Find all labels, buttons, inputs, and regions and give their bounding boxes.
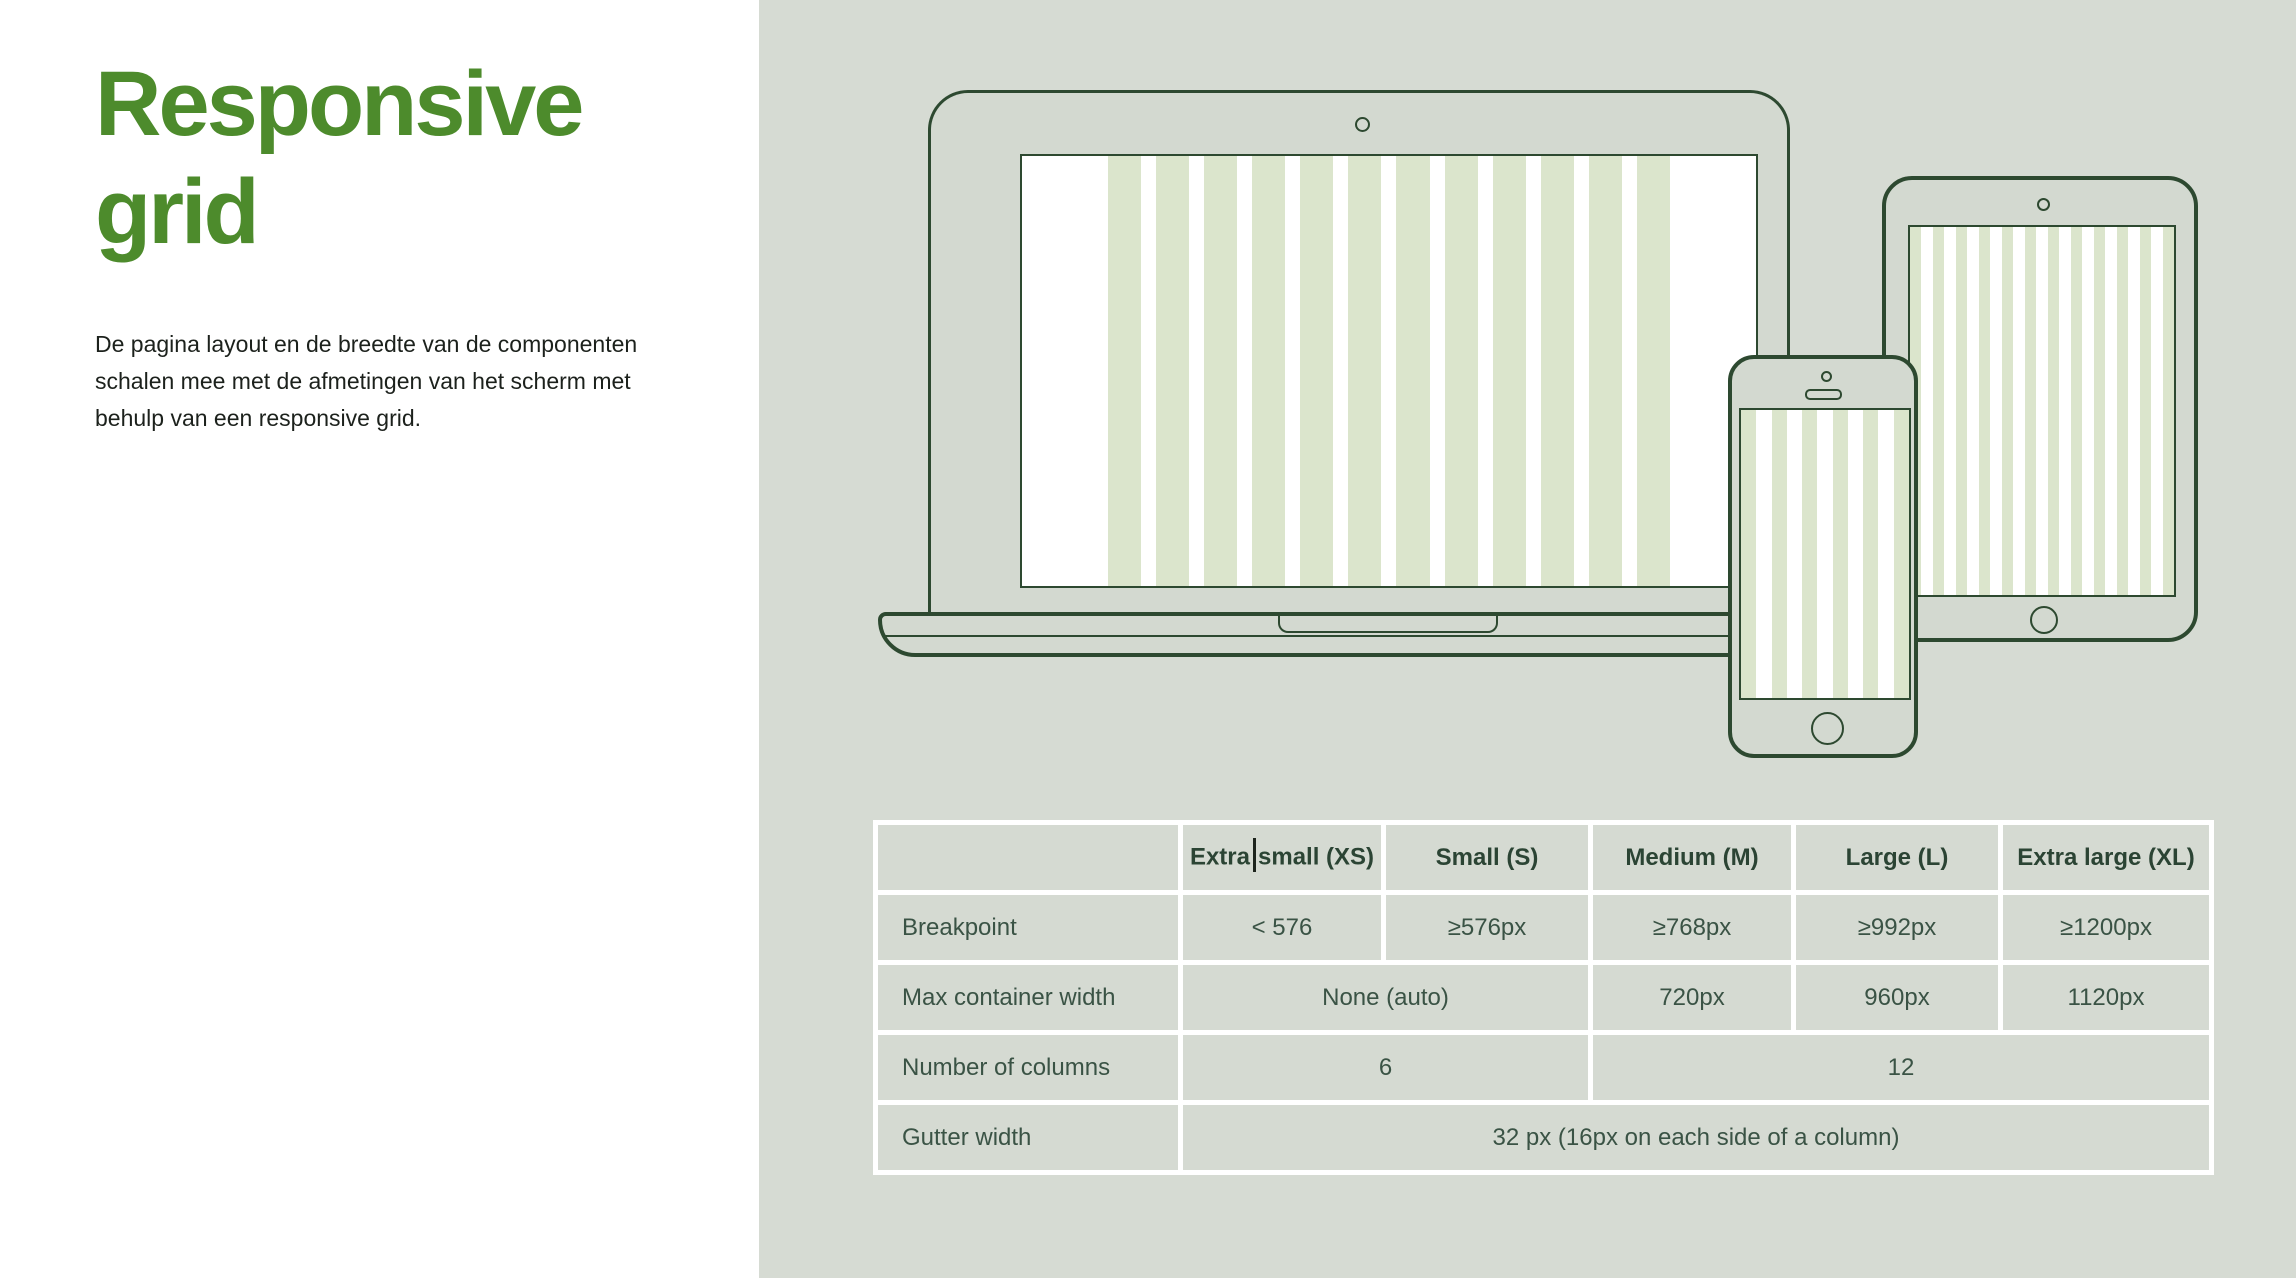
table-cell[interactable]: 1120px [2003,965,2209,1030]
grid-column [1252,156,1285,586]
laptop-grid-columns [1108,156,1670,586]
table-cell[interactable]: ≥768px [1593,895,1791,960]
grid-column [1445,156,1478,586]
home-button-icon [2030,606,2058,634]
header-text: Extra [1189,842,1250,870]
laptop-screen [1020,154,1758,588]
grid-column [2117,227,2128,595]
grid-column [2140,227,2151,595]
grid-column [1833,410,1848,698]
grid-column [1894,410,1909,698]
table-header-cell-m[interactable]: Medium (M) [1593,825,1791,890]
table-cell[interactable]: 960px [1796,965,1998,1030]
grid-column [1108,156,1141,586]
row-label: Breakpoint [878,895,1178,960]
table-header-row [878,825,2209,890]
camera-icon [1821,371,1832,382]
table-header-cell-xl[interactable]: Extra large (XL) [2003,825,2209,890]
phone-grid-columns [1741,410,1909,698]
table-row-number-of-columns [878,1035,2209,1100]
phone-illustration [1728,355,1918,758]
breakpoints-table [873,820,2214,1175]
tablet-illustration [1882,176,2198,642]
grid-column [2002,227,2013,595]
grid-column [1541,156,1574,586]
table-corner-cell [878,825,1178,890]
header-text: small (XS) [1258,842,1375,870]
table-cell[interactable]: 12 [1593,1035,2209,1100]
table-cell[interactable]: ≥992px [1796,895,1998,960]
row-label: Gutter width [878,1105,1178,1170]
grid-column [1156,156,1189,586]
grid-column [1493,156,1526,586]
table-row-gutter-width [878,1105,2209,1170]
camera-icon [2037,198,2050,211]
table-cell[interactable]: 720px [1593,965,1791,1030]
table-cell[interactable]: ≥576px [1386,895,1588,960]
grid-column [2071,227,2082,595]
table-cell[interactable]: 6 [1183,1035,1588,1100]
grid-column [1589,156,1622,586]
content-panel [759,0,2296,1278]
table-cell[interactable]: ≥1200px [2003,895,2209,960]
table-cell[interactable]: None (auto) [1183,965,1588,1030]
page-description: De pagina layout en de breedte van de componenten schalen mee met de afmetingen van het scherm met behulp van een responsive grid. [95,331,638,431]
grid-column [1863,410,1878,698]
table-header-cell-xs[interactable] [1183,825,1381,890]
table-header-cell-l[interactable]: Large (L) [1796,825,1998,890]
grid-column [2048,227,2059,595]
grid-column [1204,156,1237,586]
grid-column [2025,227,2036,595]
speaker-icon [1805,389,1842,400]
grid-column [1772,410,1787,698]
grid-column [1956,227,1967,595]
tablet-screen [1908,225,2176,597]
grid-column [1741,410,1756,698]
phone-screen [1739,408,1911,700]
table-cell[interactable]: < 576 [1183,895,1381,960]
grid-column [1348,156,1381,586]
grid-column [2094,227,2105,595]
page-title: Responsive grid [95,53,582,263]
row-label: Number of columns [878,1035,1178,1100]
trackpad-notch-icon [1278,616,1498,633]
camera-icon [1355,117,1370,132]
grid-column [1933,227,1944,595]
text-caret [1253,838,1256,872]
laptop-base [878,612,1843,657]
table-header-cell-s[interactable]: Small (S) [1386,825,1588,890]
tablet-grid-columns [1910,227,2174,595]
grid-column [2163,227,2174,595]
table-row-max-container-width [878,965,2209,1030]
table-row-breakpoint [878,895,2209,960]
intro-panel [0,0,759,1278]
laptop-base-edge [882,635,1839,637]
grid-column [1300,156,1333,586]
grid-column [1396,156,1429,586]
row-label: Max container width [878,965,1178,1030]
grid-column [1802,410,1817,698]
home-button-icon [1811,712,1844,745]
table-cell[interactable]: 32 px (16px on each side of a column) [1183,1105,2209,1170]
grid-column [1979,227,1990,595]
grid-column [1637,156,1670,586]
